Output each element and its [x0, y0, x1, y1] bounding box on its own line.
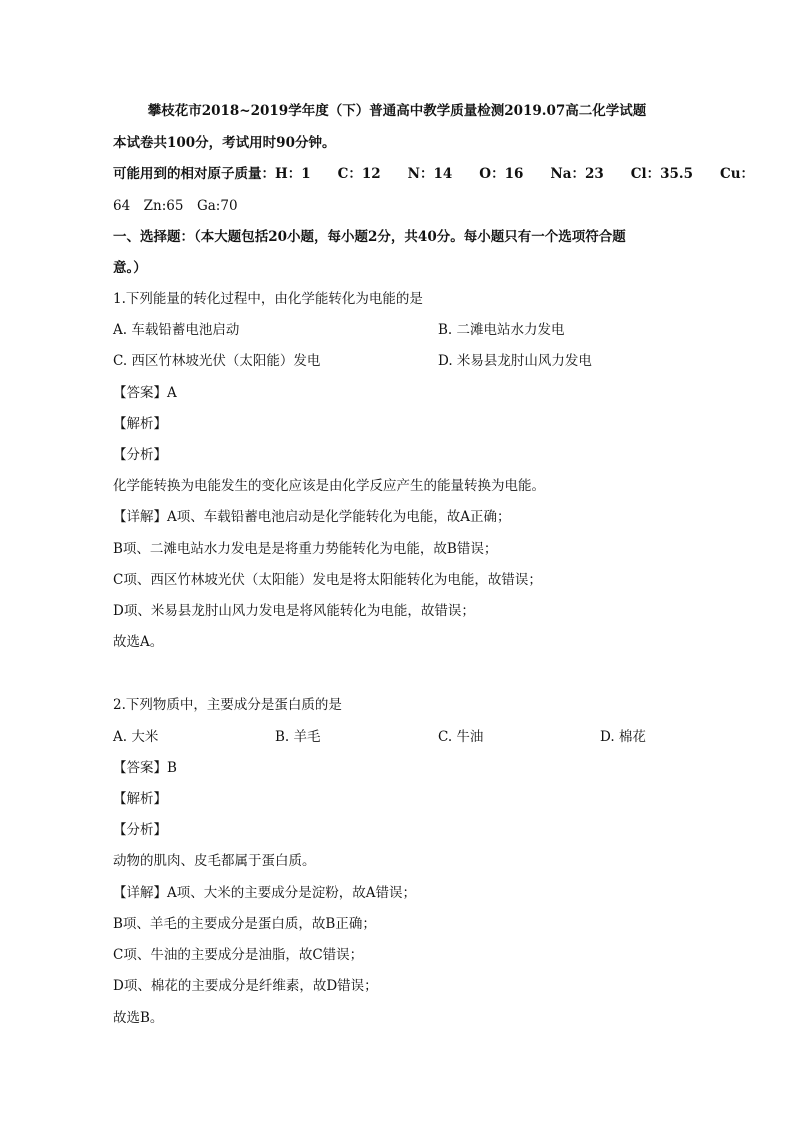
document-title: 攀枝花市2018~2019学年度（下）普通高中教学质量检测2019.07高二化学试题	[147, 103, 647, 119]
question-1-analysis: 化学能转换为电能发生的变化应该是由化学反应产生的能量转换为电能。	[113, 478, 545, 494]
question-2-option-c: C. 牛油	[438, 729, 484, 745]
question-1-detail-d: D项、米易县龙肘山风力发电是将风能转化为电能，故错误；	[113, 603, 475, 619]
question-1-detail-b: B项、二滩电站水力发电是是将重力势能转化为电能，故B错误；	[113, 541, 498, 557]
question-1-detail-c: C项、西区竹林坡光伏（太阳能）发电是将太阳能转化为电能，故错误；	[113, 572, 542, 588]
question-1-option-c: C. 西区竹林坡光伏（太阳能）发电	[113, 353, 321, 369]
question-2-answer: 【答案】B	[113, 760, 177, 776]
question-1-jiexi-label: 【解析】	[113, 416, 167, 432]
question-1-option-a: A. 车载铅蓄电池启动	[113, 322, 240, 338]
question-2-option-a: A. 大米	[113, 729, 159, 745]
question-1-answer: 【答案】A	[113, 385, 177, 401]
question-2-stem: 2.下列物质中，主要成分是蛋白质的是	[113, 697, 342, 713]
question-2-jiexi-label: 【解析】	[113, 791, 167, 807]
question-1-stem: 1.下列能量的转化过程中，由化学能转化为电能的是	[113, 291, 423, 307]
question-1-fenxi-label: 【分析】	[113, 447, 167, 463]
question-2-detail-a: 【详解】A项、大米的主要成分是淀粉，故A错误；	[113, 885, 416, 901]
atomic-mass-line-2: 64 Zn:65 Ga:70	[113, 198, 238, 214]
question-2-detail-b: B项、羊毛的主要成分是蛋白质，故B正确；	[113, 916, 376, 932]
question-2-option-d: D. 棉花	[600, 729, 646, 745]
exam-meta: 本试卷共100分，考试用时90分钟。	[113, 135, 336, 151]
question-2-conclusion: 故选B。	[113, 1010, 164, 1026]
section-heading-line-1: 一、选择题：（本大题包括20小题，每小题2分，共40分。每小题只有一个选项符合题	[113, 229, 626, 245]
question-2-option-b: B. 羊毛	[275, 729, 321, 745]
question-1-conclusion: 故选A。	[113, 634, 164, 650]
question-1-option-d: D. 米易县龙肘山风力发电	[438, 353, 592, 369]
question-2-analysis: 动物的肌肉、皮毛都属于蛋白质。	[113, 853, 316, 869]
atomic-mass-line-1: 可能用到的相对原子质量：H：1 C：12 N：14 O：16 Na：23 Cl：35.5 Cu：	[113, 166, 755, 182]
section-heading-line-2: 意。）	[113, 260, 147, 276]
question-1-detail-a: 【详解】A项、车载铅蓄电池启动是化学能转化为电能，故A正确；	[113, 509, 511, 525]
question-2-detail-d: D项、棉花的主要成分是纤维素，故D错误；	[113, 978, 378, 994]
question-1-option-b: B. 二滩电站水力发电	[438, 322, 565, 338]
question-2-detail-c: C项、牛油的主要成分是油脂，故C错误；	[113, 947, 364, 963]
question-2-fenxi-label: 【分析】	[113, 822, 167, 838]
